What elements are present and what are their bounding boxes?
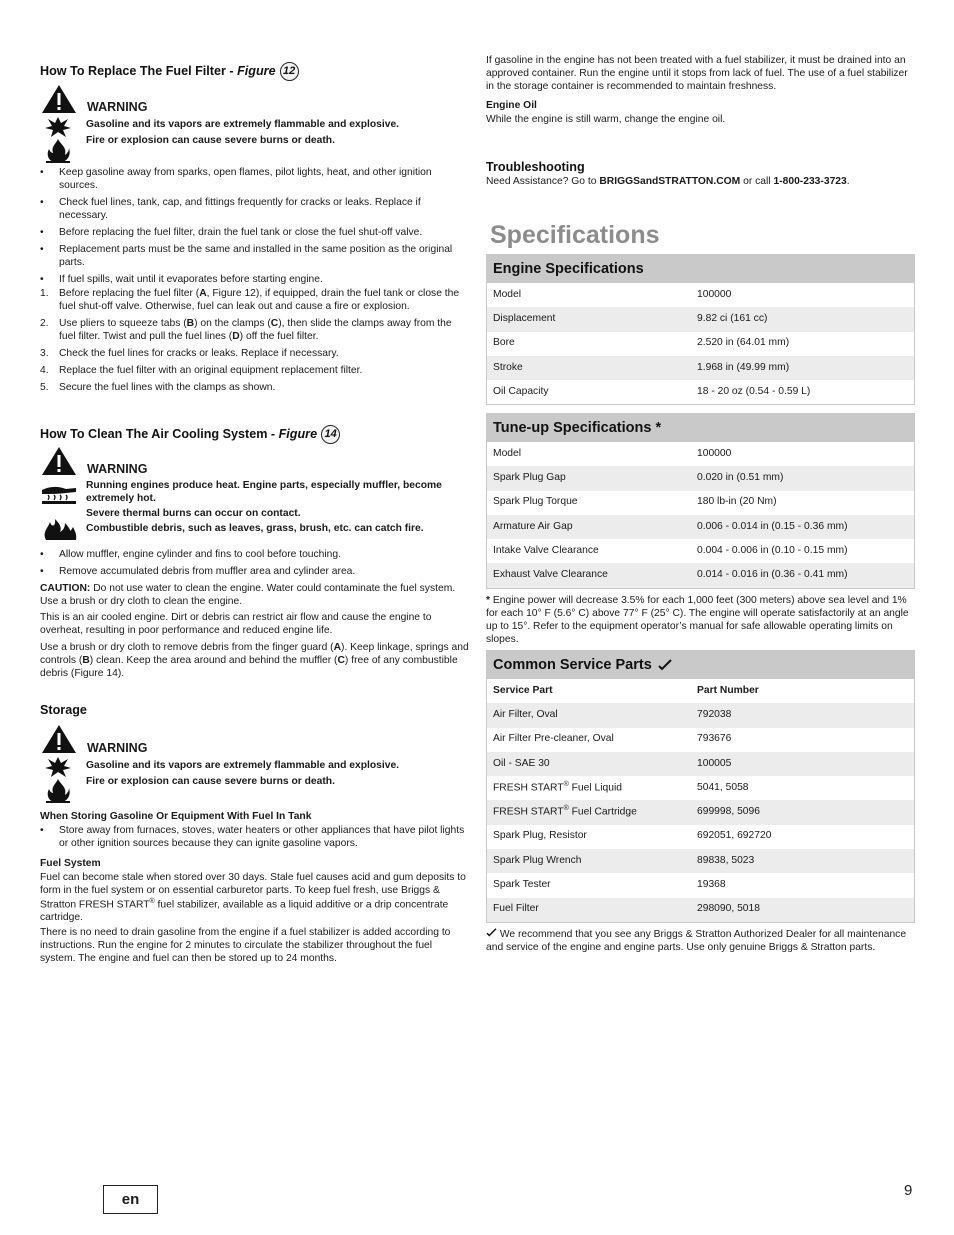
intro-paragraph: If gasoline in the engine has not been treated with a fuel stabilizer, it must be drained into an approved container. Run the engine until it stops from lack of fuel. The use of a fuel stabilizer in the storage container is recommended to maintain freshness. [486,55,908,92]
paragraph: This is an air cooled engine. Dirt or debris can restrict air flow and cause the engine to overheat, resulting in poor performance and reduced engine life. [40,612,432,636]
page-title: Specifications [490,221,660,249]
flammable-debris-icon [40,514,78,542]
subheading: Engine Oil [486,100,537,111]
table-row [487,283,914,307]
table-cell: 100000 [697,288,732,300]
table-row [487,898,914,922]
table-title: Tune-up Specifications * [487,414,914,442]
table-cell: 2.520 in (64.01 mm) [697,337,790,349]
table-cell: 100005 [697,757,732,769]
table-cell: FRESH START® Fuel Cartridge [493,805,637,818]
table-row [487,703,914,727]
subheading: Fuel System [40,858,101,869]
table-title: Engine Specifications [487,255,914,283]
table-body [487,283,914,404]
list-item: • Allow muffler, engine cylinder and fins to cool before touching. [40,549,341,560]
warning-line: Fire or explosion can cause severe burns or death. [86,135,335,146]
paragraph: There is no need to drain gasoline from the engine if a fuel stabilizer is added according to instructions. Run the engine for 2 minutes to circulate the stabilizer throughout the fuel system. The engine and fuel can then be stored up to 24 months. [40,927,451,964]
table-cell: Spark Plug, Resistor [493,830,587,842]
warning-triangle-icon [41,446,77,476]
table-cell: Model [493,288,522,300]
warning-title: WARNING [87,100,148,114]
table-row [487,563,914,587]
footnote: * Engine power will decrease 3.5% for each 1,000 feet (300 meters) above sea level and 1% for each 10° F (5.6° C) above 77° F (25° C). The engine will operate satisfactorily at an angle up to 15°. Refer to the equipment operator’s manual for safe allowable operating limits on slopes. [486,595,909,645]
table-row [487,776,914,800]
table-row [487,728,914,752]
table-cell: Spark Tester [493,879,551,891]
table-row [487,442,914,466]
list-item: • Before replacing the fuel filter, drain the fuel tank or close the fuel shut-off valve. [40,226,423,238]
table-row [487,466,914,490]
figure-number-badge: 14 [321,425,340,444]
table-row [487,849,914,873]
figure-number-badge: 12 [280,62,299,81]
table-row [487,380,914,404]
table-cell: 18 - 20 oz (0.54 - 0.59 L) [697,385,811,397]
recommend-note: We recommend that you see any Briggs & Stratton Authorized Dealer for all maintenance and service of the engine and engine parts. Use only genuine Briggs & Stratton parts. [486,929,907,953]
table-cell: 5041, 5058 [697,781,749,793]
table-body [487,442,914,588]
table-cell: Spark Plug Wrench [493,854,582,866]
list-item: • Replacement parts must be the same and installed in the same position as the original parts. [40,243,453,268]
hot-surface-icon [40,480,78,508]
language-tag: en [103,1185,158,1214]
table-cell: Armature Air Gap [493,520,573,532]
troubleshooting-text: Need Assistance? Go to BRIGGSandSTRATTON.COM or call 1-800-233-3723. [486,176,850,187]
table-cell: 792038 [697,708,732,720]
fuel-filter-bullets [40,167,470,399]
explosion-icon [44,116,72,138]
subheading: When Storing Gasoline Or Equipment With Fuel In Tank [40,811,312,822]
table-row [487,515,914,539]
table-cell: Exhaust Valve Clearance [493,569,608,581]
table-cell: 793676 [697,733,732,745]
warning-line: Severe thermal burns can occur on contact. [86,508,301,519]
table-row [487,539,914,563]
warning-triangle-icon [41,724,77,754]
paragraph: Fuel can become stale when stored over 30 days. Stale fuel causes acid and gum deposits to form in the fuel system or on essential carburetor parts. To keep fuel fresh, use Briggs & Stratton FRESH START® fuel stabilizer, available as a liquid additive or a drip concentrate cartridge. [40,872,466,924]
warning-line: Gasoline and its vapors are extremely flammable and explosive. [86,119,400,130]
table-cell: FRESH START® Fuel Liquid [493,781,622,794]
paragraph: While the engine is still warm, change the engine oil. [486,114,726,125]
engine-spec-table [486,254,915,405]
table-cell: Oil - SAE 30 [493,757,550,769]
phone-number: 1-800-233-3723 [773,176,847,187]
table-cell: 692051, 692720 [697,830,772,842]
table-cell: Air Filter, Oval [493,708,558,720]
table-cell: 298090, 5018 [697,903,760,915]
list-item: • Store away from furnaces, stoves, water heaters or other appliances that have pilot lights or other ignition sources because they can ignite gasoline vapors. [40,825,465,849]
list-item: • Remove accumulated debris from muffler area and cylinder area. [40,565,356,577]
table-cell: Oil Capacity [493,385,549,397]
explosion-icon [44,756,72,778]
table-cell: 180 lb-in (20 Nm) [697,496,777,508]
checkmark-icon [486,928,497,937]
paragraph: Use a brush or dry cloth to remove debris from the finger guard (A). Keep linkage, springs and controls (B) clean. Keep the area around and behind the muffler (C) free of any combustible debris (Figure 14). [40,642,469,679]
storage-bullets [40,825,470,855]
table-header-row: Service Part Part Number [487,679,914,703]
table-cell: Fuel Filter [493,903,539,915]
list-item: • Keep gasoline away from sparks, open flames, pilot lights, heat, and other ignition sources. [40,167,432,191]
table-cell: 19368 [697,879,726,891]
table-cell: 699998, 5096 [697,806,760,818]
warning-triangle-icon [41,84,77,114]
table-cell: 9.82 ci (161 cc) [697,312,768,324]
table-cell: Model [493,447,522,459]
table-body [487,703,914,922]
checkmark-icon [658,659,672,671]
fuel-filter-heading: How To Replace The Fuel Filter - Figure 12 [40,62,299,81]
table-cell: 1.968 in (49.99 mm) [697,361,790,373]
warning-line: Combustible debris, such as leaves, grass, brush, etc. can catch fire. [86,523,424,534]
table-cell: Displacement [493,312,556,324]
troubleshooting-heading: Troubleshooting [486,160,585,174]
table-cell: 100000 [697,447,732,459]
website-link[interactable]: BRIGGSandSTRATTON.COM [599,176,741,187]
table-cell: Bore [493,337,515,349]
step-item: 3. Check the fuel lines for cracks or leaks. Replace if necessary. [40,347,339,359]
table-cell: Spark Plug Torque [493,496,578,508]
step-item: 2. Use pliers to squeeze tabs (B) on the clamps (C), then slide the clamps away from the fuel filter. Twist and pull the fuel lines (D) off the fuel filter. [40,317,452,342]
table-row [487,491,914,515]
table-cell: 0.006 - 0.014 in (0.15 - 0.36 mm) [697,520,848,532]
table-cell: Spark Plug Gap [493,471,566,483]
fire-icon [45,778,71,804]
service-parts-table [486,650,915,923]
table-row [487,873,914,897]
table-cell: Intake Valve Clearance [493,544,599,556]
step-item: 1. Before replacing the fuel filter (A, Figure 12), if equipped, drain the fuel tank or close the fuel shut-off valve. Otherwise, fuel can leak out and cause a fire or explosion. [40,287,460,312]
list-item: • Check fuel lines, tank, cap, and fittings frequently for cracks or leaks. Replace if necessary. [40,196,421,221]
warning-line: Fire or explosion can cause severe burns or death. [86,776,335,787]
tuneup-spec-table [486,413,915,589]
list-item: • If fuel spills, wait until it evaporates before starting engine. [40,273,323,285]
warning-title: WARNING [87,462,148,476]
table-cell: 0.020 in (0.51 mm) [697,471,784,483]
fire-icon [45,138,71,164]
table-cell: 0.014 - 0.016 in (0.36 - 0.41 mm) [697,569,848,581]
warning-line: Gasoline and its vapors are extremely flammable and explosive. [86,760,400,771]
caution-paragraph: CAUTION: Do not use water to clean the engine. Water could contaminate the fuel system. Use a brush or dry cloth to clean the engine. [40,583,456,607]
storage-heading: Storage [40,703,87,717]
step-item: 5. Secure the fuel lines with the clamps as shown. [40,381,276,393]
table-cell: 0.004 - 0.006 in (0.10 - 0.15 mm) [697,544,848,556]
step-item: 4. Replace the fuel filter with an original equipment replacement filter. [40,364,363,376]
table-row [487,307,914,331]
air-cooling-heading: How To Clean The Air Cooling System - Figure 14 [40,425,340,444]
table-cell: Stroke [493,361,523,373]
table-row [487,825,914,849]
table-cell: 89838, 5023 [697,854,755,866]
table-row [487,356,914,380]
air-cooling-bullets [40,549,470,583]
warning-title: WARNING [87,741,148,755]
table-row [487,800,914,824]
table-cell: Air Filter Pre-cleaner, Oval [493,733,614,745]
page-number: 9 [904,1182,913,1199]
table-title: Common Service Parts [487,651,914,679]
warning-line: Running engines produce heat. Engine parts, especially muffler, become extremely hot. [86,480,442,504]
table-row [487,332,914,356]
table-row [487,752,914,776]
